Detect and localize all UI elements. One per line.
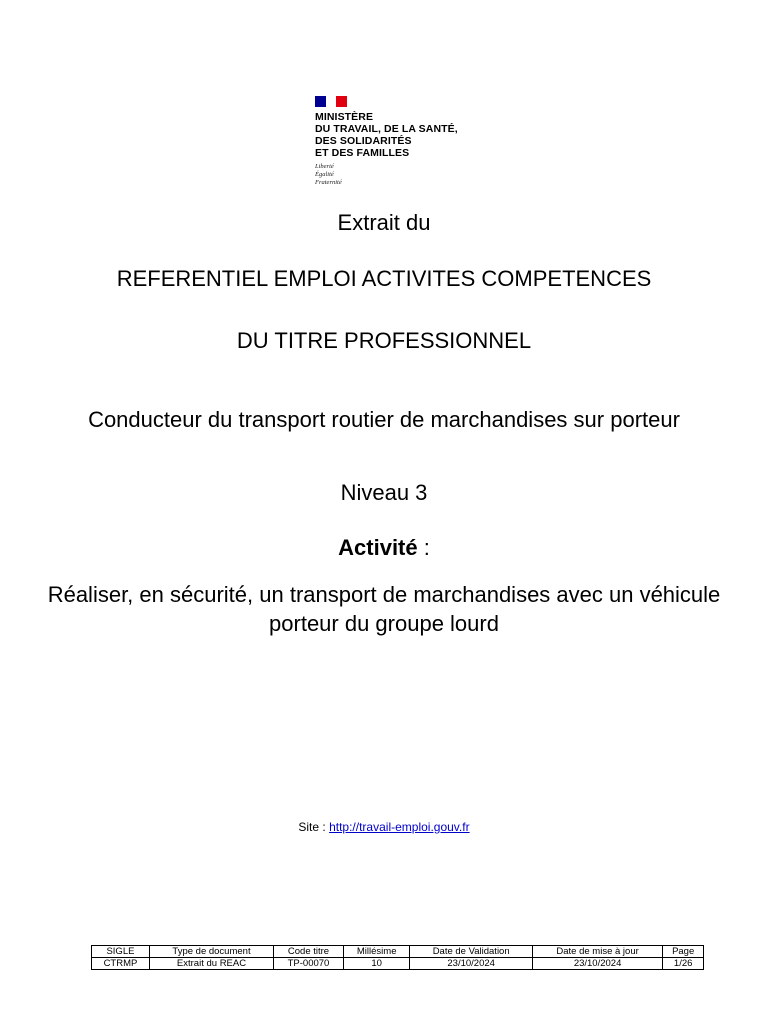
- motto-line: Liberté: [315, 163, 334, 170]
- motto-line: Fraternité: [315, 179, 342, 186]
- motto-line: Égalité: [315, 171, 334, 178]
- site-line: [0, 820, 768, 834]
- value-cell: Extrait du REAC: [149, 958, 273, 970]
- ministry-line: DU TRAVAIL, DE LA SANTÉ,: [315, 123, 458, 135]
- site-link[interactable]: http://travail-emploi.gouv.fr: [329, 820, 470, 834]
- value-cell: TP-00070: [274, 958, 344, 970]
- activite-separator: :: [417, 535, 430, 560]
- extrait-heading: Extrait du: [337, 210, 431, 235]
- header-cell: Code titre: [274, 946, 344, 958]
- activite-description: Réaliser, en sécurité, un transport de marchandises avec un véhicule porteur du groupe lourd: [47, 582, 721, 636]
- header-cell: SIGLE: [92, 946, 150, 958]
- value-cell: 10: [343, 958, 410, 970]
- referentiel-heading: REFERENTIEL EMPLOI ACTIVITES COMPETENCES: [116, 266, 652, 291]
- document-info-table: [91, 945, 704, 970]
- header-cell: Date de Validation: [410, 946, 532, 958]
- value-cell: CTRMP: [92, 958, 150, 970]
- ministry-logo: [315, 96, 515, 187]
- header-cell: Type de document: [149, 946, 273, 958]
- value-cell: 1/26: [663, 958, 704, 970]
- value-cell: 23/10/2024: [532, 958, 662, 970]
- ministry-name: [315, 111, 515, 159]
- ministry-line: MINISTÈRE: [315, 111, 374, 123]
- header-cell: Date de mise à jour: [532, 946, 662, 958]
- titre-heading: DU TITRE PROFESSIONNEL: [236, 328, 532, 353]
- header-cell: Millésime: [343, 946, 410, 958]
- ministry-line: ET DES FAMILLES: [315, 147, 410, 159]
- metier-title: Conducteur du transport routier de marchandises sur porteur: [88, 407, 680, 432]
- activite-heading: [40, 535, 728, 561]
- niveau-label: Niveau 3: [340, 480, 428, 505]
- site-label: Site :: [298, 820, 330, 834]
- header-cell: Page: [663, 946, 704, 958]
- table-header-row: [92, 946, 704, 958]
- activite-label: Activité: [338, 535, 418, 560]
- value-cell: 23/10/2024: [410, 958, 532, 970]
- ministry-line: DES SOLIDARITÉS: [315, 135, 412, 147]
- french-flag-icon: [315, 96, 347, 107]
- table-row: [92, 958, 704, 970]
- republic-motto: [315, 163, 515, 187]
